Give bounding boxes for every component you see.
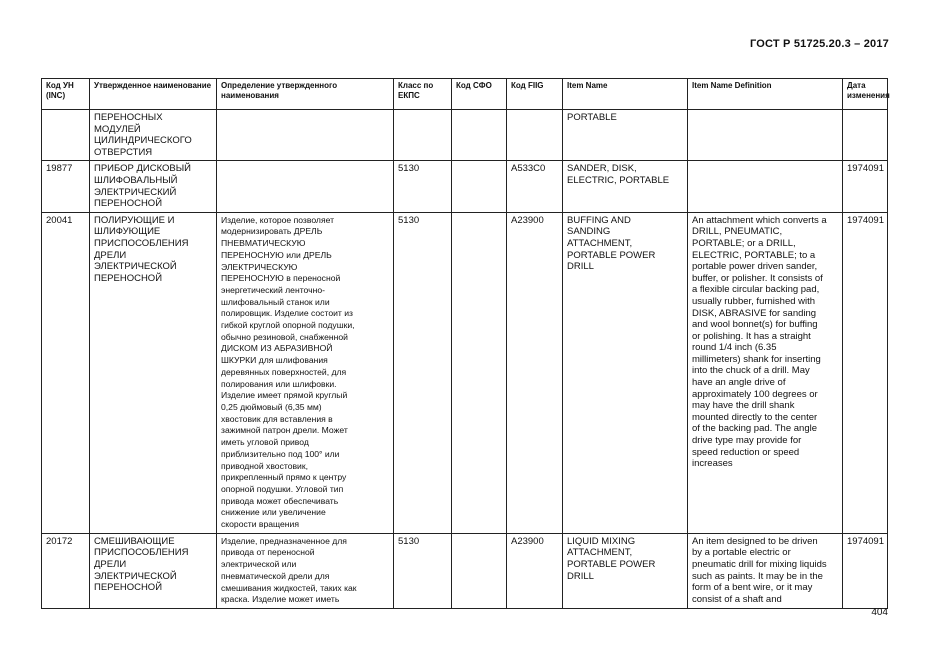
document-code: ГОСТ Р 51725.20.3 – 2017 [749,38,889,50]
cell-item-name: PORTABLE [563,110,688,161]
cell-date: 1974091 [843,533,888,608]
cell-item-name: LIQUID MIXING ATTACHMENT, PORTABLE POWER DRILL [563,533,688,608]
cell-class: 5130 [394,212,452,533]
col-header-sfo: Код СФО [452,79,507,110]
cell-item-definition [688,161,843,212]
cell-name: СМЕШИВАЮЩИЕ ПРИСПОСОБЛЕНИЯ ДРЕЛИ ЭЛЕКТРИЧЕСКОЙ ПЕРЕНОСНОЙ [90,533,217,608]
cell-item-name: BUFFING AND SANDING ATTACHMENT, PORTABLE POWER DRILL [563,212,688,533]
cell-class: 5130 [394,533,452,608]
cell-name: ПОЛИРУЮЩИЕ И ШЛИФУЮЩИЕ ПРИСПОСОБЛЕНИЯ ДРЕЛИ ЭЛЕКТРИЧЕСКОЙ ПЕРЕНОСНОЙ [90,212,217,533]
table-row [42,212,888,533]
cell-item-definition [688,110,843,161]
cell-name: ПРИБОР ДИСКОВЫЙ ШЛИФОВАЛЬНЫЙ ЭЛЕКТРИЧЕСКИЙ ПЕРЕНОСНОЙ [90,161,217,212]
col-header-name: Утвержденное наименование [90,79,217,110]
cell-date: 1974091 [843,212,888,533]
table-header-row [42,79,888,110]
col-header-date: Дата изменения [843,79,888,110]
cell-definition: Изделие, которое позволяет модернизировать ДРЕЛЬ ПНЕВМАТИЧЕСКУЮ ПЕРЕНОСНУЮ или ДРЕЛЬ ЭЛЕКТРИЧЕСКУЮ ПЕРЕНОСНУЮ в переносной энергетический ленточно- шлифовальный станок или полировщик. Изделие состоит из гибкой круглой опорной подушки, обычно резиновой, снабженной ДИСКОМ ИЗ АБРАЗИВНОЙ ШКУРКИ для шлифования деревянных поверхностей, для полирования или шлифовки. Изделие имеет прямой круглый 0,25 дюймовый (6,35 мм) хвостовик для вставления в зажимной патрон дрели. Может иметь угловой привод приблизительно под 100° или приводной хвостовик, прикрепленный прямо к центру опорной подушки. Угловой тип привода может обеспечивать снижение или увеличение скорости вращения [217,212,394,533]
cell-inc [42,110,90,161]
cell-sfo [452,212,507,533]
cell-definition [217,110,394,161]
cell-definition [217,161,394,212]
col-header-fiig: Код FIIG [507,79,563,110]
cell-fiig: A23900 [507,533,563,608]
cell-date: 1974091 [843,161,888,212]
col-header-class: Класс по ЕКПС [394,79,452,110]
cell-sfo [452,110,507,161]
cell-name: ПЕРЕНОСНЫХ МОДУЛЕЙ ЦИЛИНДРИЧЕСКОГО ОТВЕРСТИЯ [90,110,217,161]
table-row [42,533,888,608]
page-number: 404 [871,607,888,618]
cell-class: 5130 [394,161,452,212]
cell-sfo [452,533,507,608]
cell-item-definition: An attachment which converts a DRILL, PNEUMATIC, PORTABLE; or a DRILL, ELECTRIC, PORTABLE; to a portable power driven sander, buffer, or polisher. It consists of a flexible circular backing pad, usually rubber, furnished with DISK, ABRASIVE for sanding and wool bonnet(s) for buffing or polishing. It has a straight round 1/4 inch (6.35 millimeters) shank for inserting into the chuck of a drill. May have an angle drive of approximately 100 degrees or may have the drill shank mounted directly to the center of the backing pad. The angle drive type may provide for speed reduction or speed increases [688,212,843,533]
col-header-definition: Определение утвержденного наименования [217,79,394,110]
col-header-inc: Код УН (INC) [42,79,90,110]
cell-sfo [452,161,507,212]
cell-inc: 19877 [42,161,90,212]
cell-fiig: A533C0 [507,161,563,212]
cell-fiig: A23900 [507,212,563,533]
cell-item-name: SANDER, DISK, ELECTRIC, PORTABLE [563,161,688,212]
cell-inc: 20172 [42,533,90,608]
cell-fiig [507,110,563,161]
cell-class [394,110,452,161]
cell-inc: 20041 [42,212,90,533]
table-row [42,110,888,161]
col-header-item-name: Item Name [563,79,688,110]
cell-definition: Изделие, предназначенное для привода от переносной электрической или пневматической дрели для смешивания жидкостей, таких как краска. Изделие может иметь [217,533,394,608]
classification-table [41,78,888,609]
col-header-item-definition: Item Name Definition [688,79,843,110]
table-row [42,161,888,212]
cell-item-definition: An item designed to be driven by a portable electric or pneumatic drill for mixing liquids such as paints. It may be in the form of a bent wire, or it may consist of a shaft and [688,533,843,608]
cell-date [843,110,888,161]
